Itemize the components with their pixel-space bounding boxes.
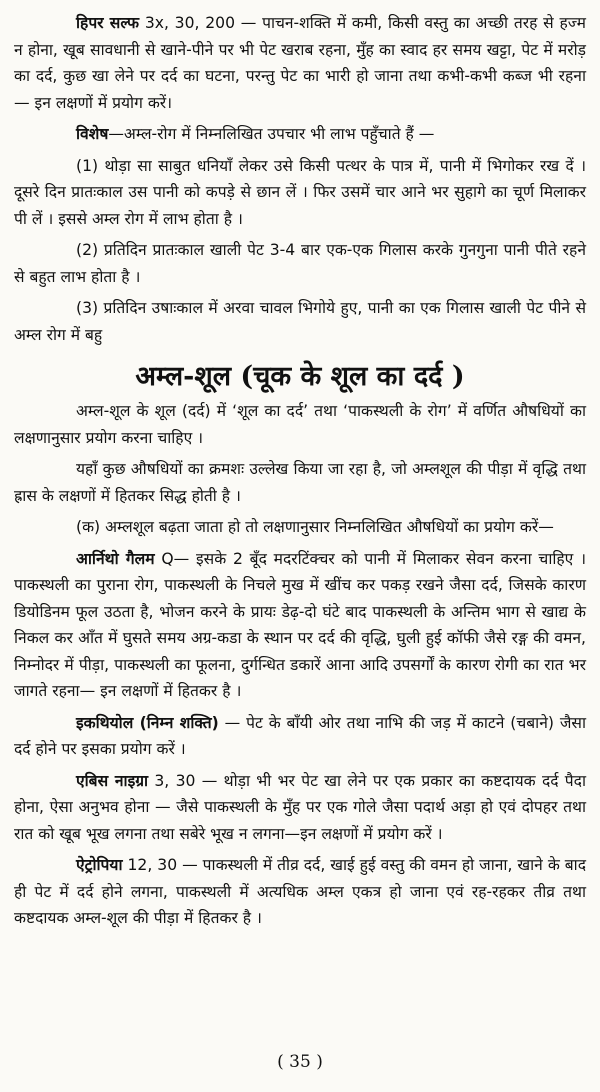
- paragraph-vishesh: [14, 121, 586, 148]
- paragraph-ichthyol: [14, 710, 586, 763]
- section-heading: अम्ल-शूल (चूक के शूल का दर्द ): [135, 361, 465, 392]
- paragraph-remedy-1: (1) थोड़ा सा साबुत धनियाँ लेकर उसे किसी पत्थर के पात्र में, पानी में भिगोकर रख दें । दूसरे दिन प्रातःकाल उस पानी को कपड़े से छान लें । फिर उसमें चार आने भर सुहागे का चूर्ण मिलाकर पी लें । इससे अम्ल रोग में लाभ होता है ।: [14, 156, 586, 228]
- paragraph-ornithogalum: [14, 546, 586, 705]
- paragraph-remedy-2: (2) प्रतिदिन प्रातःकाल खाली पेट 3-4 बार एक-एक गिलास करके गुनगुना पानी पीते रहने से बहुत लाभ होता है ।: [14, 241, 586, 286]
- paragraph-atropia: [14, 852, 586, 932]
- paragraph-text: Q— इसके 2 बूँद मदरटिंक्चर को पानी में मिलाकर सेवन करना चाहिए । पाकस्थली का पुराना रोग, पाकस्थली के निचले मुख में खींच कर पकड़ रखने जैसा दर्द, जिसके कारण डियोडिनम फूल उठता है, भोजन करने के प्रायः डेढ़-दो घंटे बाद पाकस्थली के अन्तिम भाग से खाद्य के निकल कर आँत में घुसते समय अग्र-कडा के स्थान पर दर्द की वृद्धि, घुली हुई कॉफी जैसे रङ्ग की वमन, निम्नोदर में पीड़ा, पाकस्थली का फूलना, दुर्गन्धित डकारें आना आदि उपसर्गों के कारण रोगी का रात भर जागते रहना— इन लक्षणों में हितकर है ।: [14, 549, 586, 700]
- remedy-name: इकथियोल (निम्न शक्ति): [76, 713, 219, 732]
- paragraph-intro: अम्ल-शूल के शूल (दर्द) में ‘शूल का दर्द’ तथा ‘पाकस्थली के रोग’ में वर्णित औषधियों का लक्षणानुसार प्रयोग करना चाहिए ।: [14, 402, 586, 447]
- paragraph-text: 3, 30 — थोड़ा भी भर पेट खा लेने पर एक प्रकार का कष्टदायक दर्द पैदा होना, ऐसा अनुभव होना — जैसे पाकस्थली के मुँह पर एक गोले जैसा पदार्थ अड़ा हो एवं दोपहर तथा रात को खूब भूख लगना तथा सबेरे भूख न लगना—इन लक्षणों में प्रयोग करें ।: [14, 771, 586, 843]
- remedy-name: हिपर सल्फ: [76, 14, 140, 32]
- page-number: ( 35 ): [277, 1052, 323, 1072]
- remedy-name: ऐट्रोपिया: [76, 856, 123, 874]
- section-label: विशेष: [76, 125, 109, 143]
- paragraph-overview: यहाँ कुछ औषधियों का क्रमशः उल्लेख किया जा रहा है, जो अम्लशूल की पीड़ा में वृद्धि तथा ह्रास के लक्षणों में हितकर सिद्ध होती है ।: [14, 460, 586, 505]
- remedy-name: एबिस नाइग्रा: [76, 771, 149, 790]
- paragraph-abies-nigra: [14, 768, 586, 848]
- paragraph-text: — पेट के बाँयी ओर तथा नाभि की जड़ में काटने (चबाने) जैसा दर्द होने पर इसका प्रयोग करें ।: [14, 713, 586, 758]
- paragraph-subsection-ka: (क) अम्लशूल बढ़ता जाता हो तो लक्षणानुसार निम्नलिखित औषधियों का प्रयोग करें—: [76, 518, 554, 536]
- paragraph-text: 12, 30 — पाकस्थली में तीव्र दर्द, खाई हुई वस्तु की वमन हो जाना, खाने के बाद ही पेट में दर्द होने लगना, पाकस्थली में अत्यधिक अम्ल एकत्र हो जाना एवं रह-रहकर तीव्र तथा कष्टदायक अम्ल-शूल की पीड़ा में हितकर है ।: [14, 856, 586, 927]
- remedy-name: आर्निथो गैलम: [76, 549, 155, 568]
- paragraph-text: —अम्ल-रोग में निम्नलिखित उपचार भी लाभ पहुँचाते हैं —: [108, 125, 435, 143]
- paragraph-hepar-sulph: [14, 10, 586, 116]
- paragraph-remedy-3: (3) प्रतिदिन उषाःकाल में अरवा चावल भिगोये हुए, पानी का एक गिलास खाली पेट पीने से अम्ल रोग में बहु: [14, 299, 586, 344]
- paragraph-text: 3x, 30, 200 — पाचन-शक्ति में कमी, किसी वस्तु का अच्छी तरह से हज्म न होना, खूब सावधानी से खाने-पीने पर भी पेट खराब रहना, मुँह का स्वाद हर समय खट्टा, पेट में मरोड़ का दर्द, कुछ खा लेने पर दर्द का घटना, परन्तु पेट का भारी हो जाना तथा कभी-कभी कब्ज भी रहना — इन लक्षणों में प्रयोग करें।: [14, 14, 586, 112]
